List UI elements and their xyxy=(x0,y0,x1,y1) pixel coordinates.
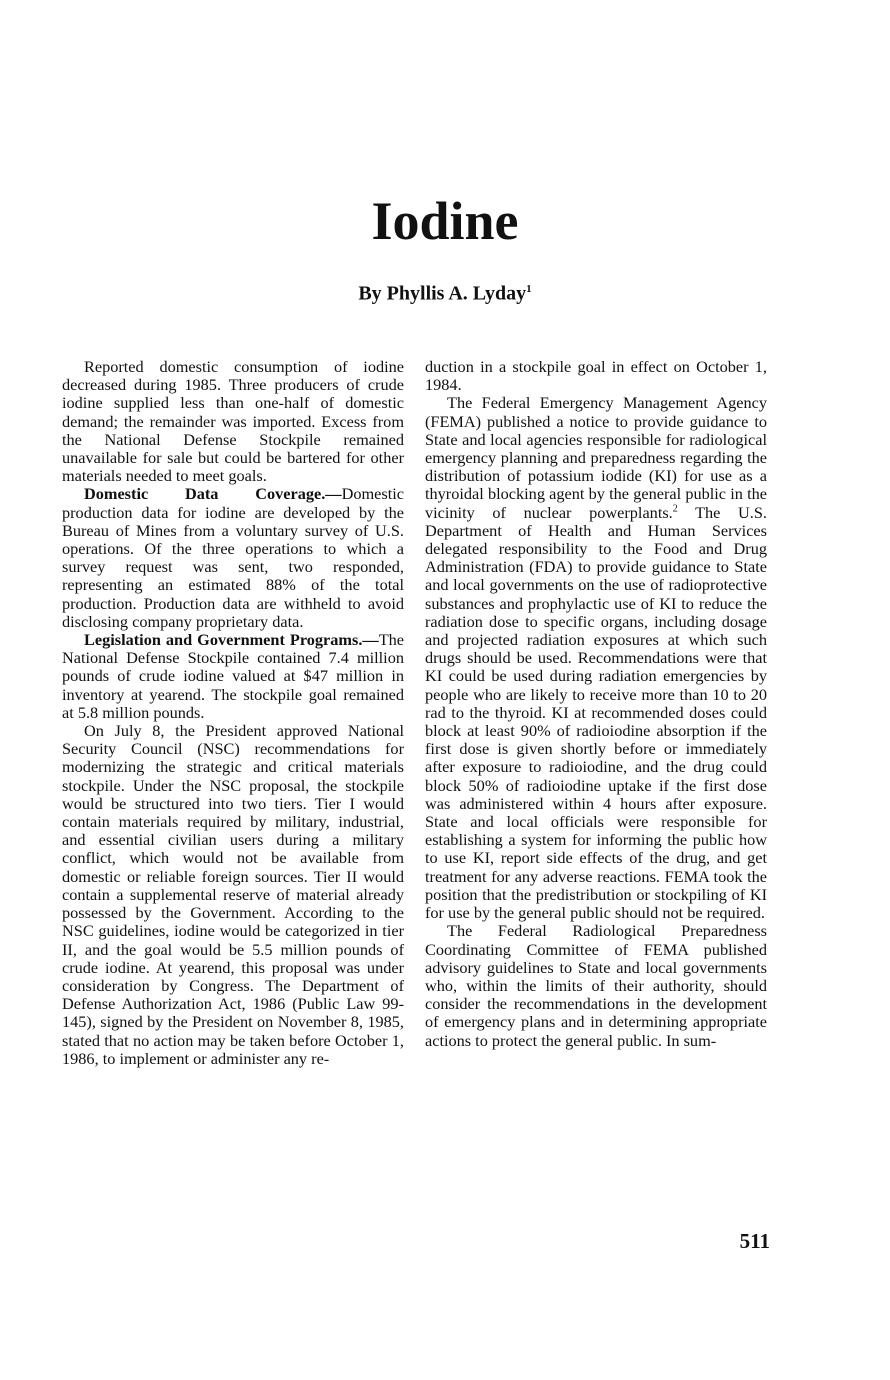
paragraph-text-domestic-data: Domestic production data for iodine are developed by the Bureau of Mines from a voluntary survey of U.S. operations. Of the three operations to which a survey request was sent, two responded, representing an estimated 88% of the total production. Production data are withheld to avoid disclosing company proprietary data. xyxy=(62,484,404,631)
run-in-heading-domestic-data: Domestic Data Coverage.— xyxy=(84,484,342,504)
paragraph-stockpile-continued: duction in a stockpile goal in effect on October 1, 1984. xyxy=(425,357,767,395)
author-footnote-mark: 1 xyxy=(526,283,532,295)
paragraph-nsc-recommendations: On July 8, the President approved National Security Council (NSC) recommendations for modernizing the strategic and critical materials stockpile. Under the NSC proposal, the stockpile would be structured into two tiers. Tier I would contain materials required by military, industrial, and essential civilian users during a military conflict, which would not be available from domestic or reliable foreign sources. Tier II would contain a supplemental reserve of material already possessed by the Government. According to the NSC guidelines, iodine would be categorized in tier II, and the goal would be 5.5 million pounds of crude iodine. At yearend, this proposal was under consideration by Congress. The Department of Defense Authorization Act, 1986 (Public Law 99-145), signed by the President on November 8, 1985, stated that no action may be taken before October 1, 1986, to implement or administer any re- xyxy=(62,721,404,1068)
right-column xyxy=(425,358,767,1050)
paragraph-domestic-data-coverage xyxy=(62,485,404,631)
paragraph-text-fema-notice-b: The U.S. Department of Health and Human Services delegated responsibility to the Food and Drug Administration (FDA) to provide guidance to State and local governments on the use of radioprotective substances and prophylactic use of KI to reduce the radiation dose to specific organs, including dosage and projected radiation exposures at which such drugs should be used. Recommendations were that KI could be used during radiation emergencies by people who are likely to receive more than 10 to 20 rad to the thyroid. KI at recommended doses could block at least 90% of radioiodine absorption if the first dose is given shortly before or immediately after exposure to radioiodine, and the drug could block 50% of radioiodine uptake if the first dose was administered within 4 hours after exposure. State and local officials were responsible for establishing a system for informing the public how to use KI, report side effects of the drug, and get treatment for any adverse reactions. FEMA took the position that the predistribution or stockpiling of KI for use by the general public should not be required. xyxy=(425,502,767,923)
footnote-mark-2: 2 xyxy=(672,503,678,515)
author-byline xyxy=(0,276,890,307)
left-column xyxy=(62,358,404,1068)
page-number: 511 xyxy=(739,1229,770,1253)
article-title: Iodine xyxy=(371,191,519,251)
paragraph-consumption-intro: Reported domestic consumption of iodine decreased during 1985. Three producers of crude iodine supplied less than one-half of domestic demand; the remainder was imported. Excess from the National Defense Stockpile remained unavailable for sale but could be bartered for other materials needed to meet goals. xyxy=(62,357,404,486)
paragraph-text-legislation: The National Defense Stockpile contained 7.4 million pounds of crude iodine valued at $47 million in inventory at yearend. The stockpile goal remained at 5.8 million pounds. xyxy=(62,630,404,722)
author-name: By Phyllis A. Lyday xyxy=(358,282,527,305)
paragraph-legislation xyxy=(62,631,404,722)
run-in-heading-legislation: Legislation and Government Programs.— xyxy=(84,630,379,650)
paragraph-text-fema-notice-a: The Federal Emergency Management Agency (FEMA) published a notice to provide guidance to State and local agencies responsible for radiological emergency planning and preparedness regarding the distribution of potassium iodide (KI) for use as a thyroidal blocking agent by the general public in the vicinity of nuclear powerplants. xyxy=(425,393,767,522)
paragraph-coordinating-committee: The Federal Radiological Preparedness Coordinating Committee of FEMA published advisory guidelines to State and local governments who, within the limits of their authority, should consider the recommendations in the development of emergency plans and in determining appropriate actions to protect the general public. In sum- xyxy=(425,921,767,1050)
paragraph-fema-notice xyxy=(425,394,767,922)
